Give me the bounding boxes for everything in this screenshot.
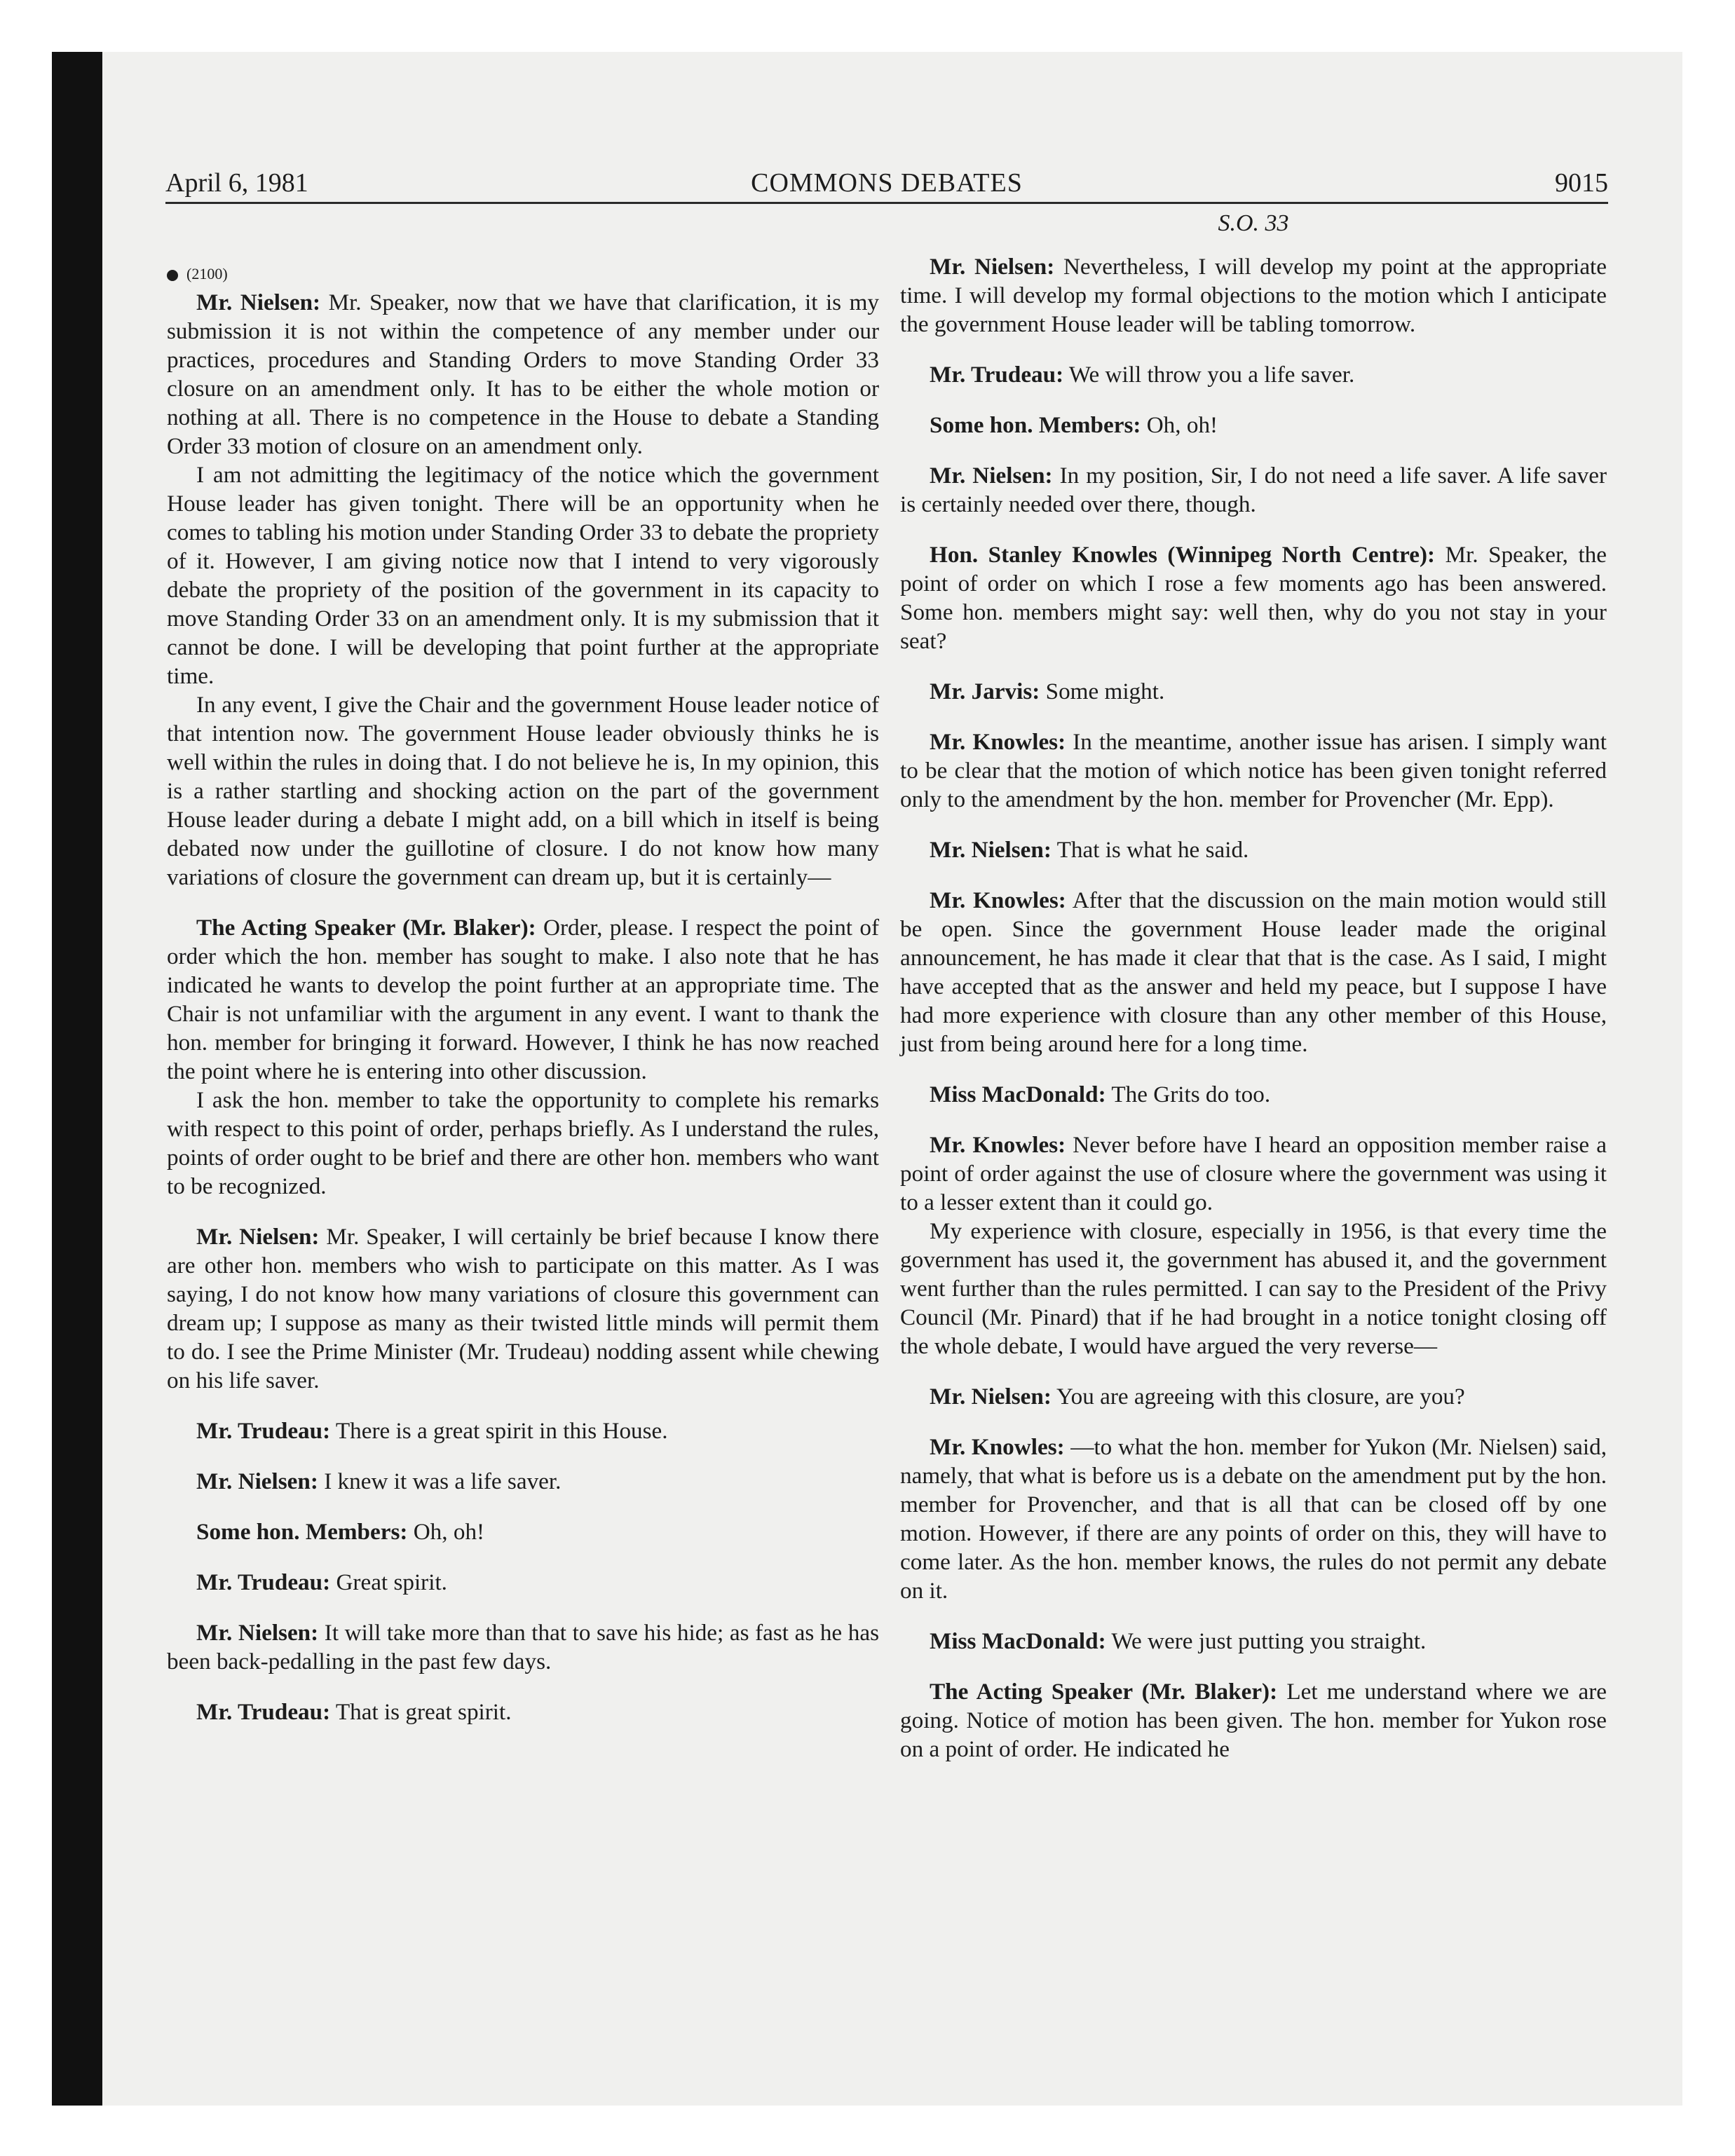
speech-text: Oh, oh!: [1141, 412, 1218, 438]
bullet-icon: [167, 270, 178, 281]
speech-paragraph: [167, 913, 879, 1086]
speech-text: In the meantime, another issue has arisen. I simply want to be clear that the motion of which notice has been given tonight referred only to the amendment by the hon. member for Provencher (Mr. Epp).: [900, 729, 1607, 812]
speaker-name: Mr. Trudeau:: [196, 1699, 331, 1725]
speech-text: My experience with closure, especially in 1956, is that every time the government has used it, the government has abused it, and the government went further than the rules permitted. I can say to the President of the Privy Council (Mr. Pinard) that if he had brought in a notice tonight closing off the whole debate, I would have argued the very reverse—: [900, 1218, 1607, 1359]
speaker-name: Mr. Trudeau:: [196, 1418, 331, 1444]
speech-paragraph: [900, 1433, 1607, 1605]
speaker-name: Mr. Nielsen:: [930, 837, 1052, 863]
speech-paragraph: [167, 460, 879, 690]
speech-text: Never before have I heard an opposition member raise a point of order against the use of closure where the government was using it to a lesser extent than it could go.: [900, 1132, 1607, 1215]
speech-paragraph: [900, 1131, 1607, 1217]
speech-paragraph: [167, 1698, 879, 1726]
left-column: [167, 209, 879, 1726]
speech-text: Oh, oh!: [407, 1519, 485, 1545]
speaker-name: Mr. Nielsen:: [196, 289, 321, 315]
speech-text: I am not admitting the legitimacy of the notice which the government House leader has given tonight. There will be an opportunity when he comes to tabling his motion under Standing Order 33 to debate the propriety of it. However, I am giving notice now that I intend to very vigorously debate the propriety of the position of the government in its capacity to move Standing Order 33 on an amendment only. It is my submission that it cannot be done. I will be developing that point further at the appropriate time.: [167, 462, 879, 689]
publication-title: COMMONS DEBATES: [751, 168, 1023, 198]
speech-paragraph: [900, 1677, 1607, 1763]
speech-text: We were just putting you straight.: [1105, 1628, 1427, 1654]
speaker-name: The Acting Speaker (Mr. Blaker):: [196, 915, 536, 941]
speech-text: Nevertheless, I will develop my point at the appropriate time. I will develop my formal objections to the motion which I anticipate the government House leader will be tabling tomorrow.: [900, 254, 1607, 337]
speaker-name: Mr. Jarvis:: [930, 678, 1040, 704]
speech-text: I knew it was a life saver.: [318, 1468, 562, 1494]
speech-text: You are agreeing with this closure, are you?: [1051, 1384, 1465, 1410]
timestamp-marker: [167, 259, 879, 288]
speaker-name: Mr. Trudeau:: [930, 362, 1064, 388]
header-rule: [165, 202, 1608, 204]
speaker-name: Miss MacDonald:: [930, 1628, 1106, 1654]
section-label: S.O. 33: [1218, 210, 1289, 236]
right-column: [900, 209, 1607, 1763]
speech-paragraph: [900, 411, 1607, 439]
speech-text: Let me understand where we are going. Notice of motion has been given. The hon. member for Yukon rose on a point of order. He indicated he: [900, 1679, 1607, 1762]
speech-paragraph: [167, 1568, 879, 1597]
speech-text: Great spirit.: [330, 1569, 447, 1595]
speaker-name: Mr. Trudeau:: [196, 1569, 331, 1595]
speech-text: In my position, Sir, I do not need a life saver. A life saver is certainly needed over there, though.: [900, 463, 1607, 517]
speech-paragraph: [900, 835, 1607, 864]
speech-text: That is great spirit.: [330, 1699, 512, 1725]
speech-paragraph: [167, 1086, 879, 1201]
speech-paragraph: [900, 886, 1607, 1058]
speaker-name: Some hon. Members:: [930, 412, 1141, 438]
speech-paragraph: [167, 1467, 879, 1496]
speech-text: After that the discussion on the main motion would still be open. Since the government House leader made the original announcement, he has made it clear that that is the case. As I said, I might have accepted that as the answer and held my peace, but I suppose I have had more experience with closure than any other member of this House, just from being around here for a long time.: [900, 887, 1607, 1057]
speech-text: —to what the hon. member for Yukon (Mr. Nielsen) said, namely, that what is before us is a debate on the amendment put by the hon. member for Provencher, and that is all that can be closed off by one motion. However, if there are any points of order on this, they will have to come later. As the hon. member knows, the rules do not permit any debate on it.: [900, 1434, 1607, 1604]
header-date: April 6, 1981: [165, 168, 308, 198]
speaker-name: Hon. Stanley Knowles (Winnipeg North Centre):: [930, 542, 1436, 568]
speaker-name: Mr. Knowles:: [930, 729, 1066, 755]
speaker-name: Mr. Nielsen:: [196, 1620, 319, 1646]
speech-paragraph: [900, 461, 1607, 519]
speech-paragraph: [900, 1080, 1607, 1109]
speech-text: I ask the hon. member to take the opportunity to complete his remarks with respect to this point of order, perhaps briefly. As I understand the rules, points of order ought to be brief and there are other hon. members who want to be recognized.: [167, 1087, 879, 1199]
speech-paragraph: [900, 540, 1607, 655]
speech-paragraph: [167, 690, 879, 892]
speech-paragraph: [167, 1417, 879, 1445]
speaker-name: Mr. Knowles:: [930, 887, 1066, 913]
timestamp-text: (2100): [186, 265, 228, 282]
speech-paragraph: [900, 1217, 1607, 1360]
speaker-name: Mr. Nielsen:: [196, 1468, 318, 1494]
speech-paragraph: [900, 677, 1607, 706]
speaker-name: Miss MacDonald:: [930, 1082, 1106, 1107]
speech-paragraph: [167, 288, 879, 460]
speech-paragraph: [167, 1222, 879, 1395]
speech-paragraph: [900, 360, 1607, 389]
speaker-name: Mr. Nielsen:: [930, 1384, 1052, 1410]
speaker-name: Mr. Knowles:: [930, 1434, 1065, 1460]
speech-text: Mr. Speaker, the point of order on which I rose a few moments ago has been answered. Some hon. members might say: well then, why do you not stay in your seat?: [900, 542, 1607, 654]
speech-text: That is what he said.: [1051, 837, 1249, 863]
speaker-name: Mr. Knowles:: [930, 1132, 1066, 1158]
speech-text: Mr. Speaker, now that we have that clarification, it is my submission it is not within the competence of any member under our practices, procedures and Standing Orders to move Standing Order 33 closure on an amendment only. It has to be either the whole motion or nothing at all. There is no competence in the House to debate a Standing Order 33 motion of closure on an amendment only.: [167, 289, 879, 459]
speech-text: The Grits do too.: [1105, 1082, 1271, 1107]
speech-text: We will throw you a life saver.: [1063, 362, 1355, 388]
speech-text: There is a great spirit in this House.: [330, 1418, 668, 1444]
speech-text: Order, please. I respect the point of order which the hon. member has sought to make. I also note that he has indicated he wants to develop the point further at an appropriate time. The Chair is not unfamiliar with the argument in any event. I want to thank the hon. member for bringing it forward. However, I think he has now reached the point where he is entering into other discussion.: [167, 915, 879, 1084]
speech-text: It will take more than that to save his hide; as fast as he has been back-pedalling in the past few days.: [167, 1620, 879, 1674]
speech-paragraph: [900, 1382, 1607, 1411]
speaker-name: Mr. Nielsen:: [930, 463, 1053, 489]
speech-paragraph: [900, 252, 1607, 339]
speech-paragraph: [167, 1517, 879, 1546]
speaker-name: Some hon. Members:: [196, 1519, 408, 1545]
speech-paragraph: [167, 1618, 879, 1676]
speech-text: Some might.: [1040, 678, 1165, 704]
page-number: 9015: [1555, 168, 1608, 198]
speech-paragraph: [900, 728, 1607, 814]
page-header: [165, 165, 1608, 203]
speech-paragraph: [900, 1627, 1607, 1656]
speaker-name: The Acting Speaker (Mr. Blaker):: [930, 1679, 1278, 1705]
binding-edge-shadow: [52, 52, 102, 2106]
speech-text: In any event, I give the Chair and the government House leader notice of that intention now. The government House leader obviously thinks he is well within the rules in doing that. I do not believe he is, In my opinion, this is a rather startling and shocking action on the part of the government House leader during a debate I might add, on a bill which in itself is being debated now under the guillotine of closure. I do not know how many variations of closure the government can dream up, but it is certainly—: [167, 692, 879, 890]
speech-text: Mr. Speaker, I will certainly be brief because I know there are other hon. members who wish to participate on this matter. As I was saying, I do not know how many variations of closure this government can dream up; I suppose as many as their twisted little minds will permit them to do. I see the Prime Minister (Mr. Trudeau) nodding assent while chewing on his life saver.: [167, 1224, 879, 1393]
speaker-name: Mr. Nielsen:: [196, 1224, 320, 1250]
speaker-name: Mr. Nielsen:: [930, 254, 1055, 280]
